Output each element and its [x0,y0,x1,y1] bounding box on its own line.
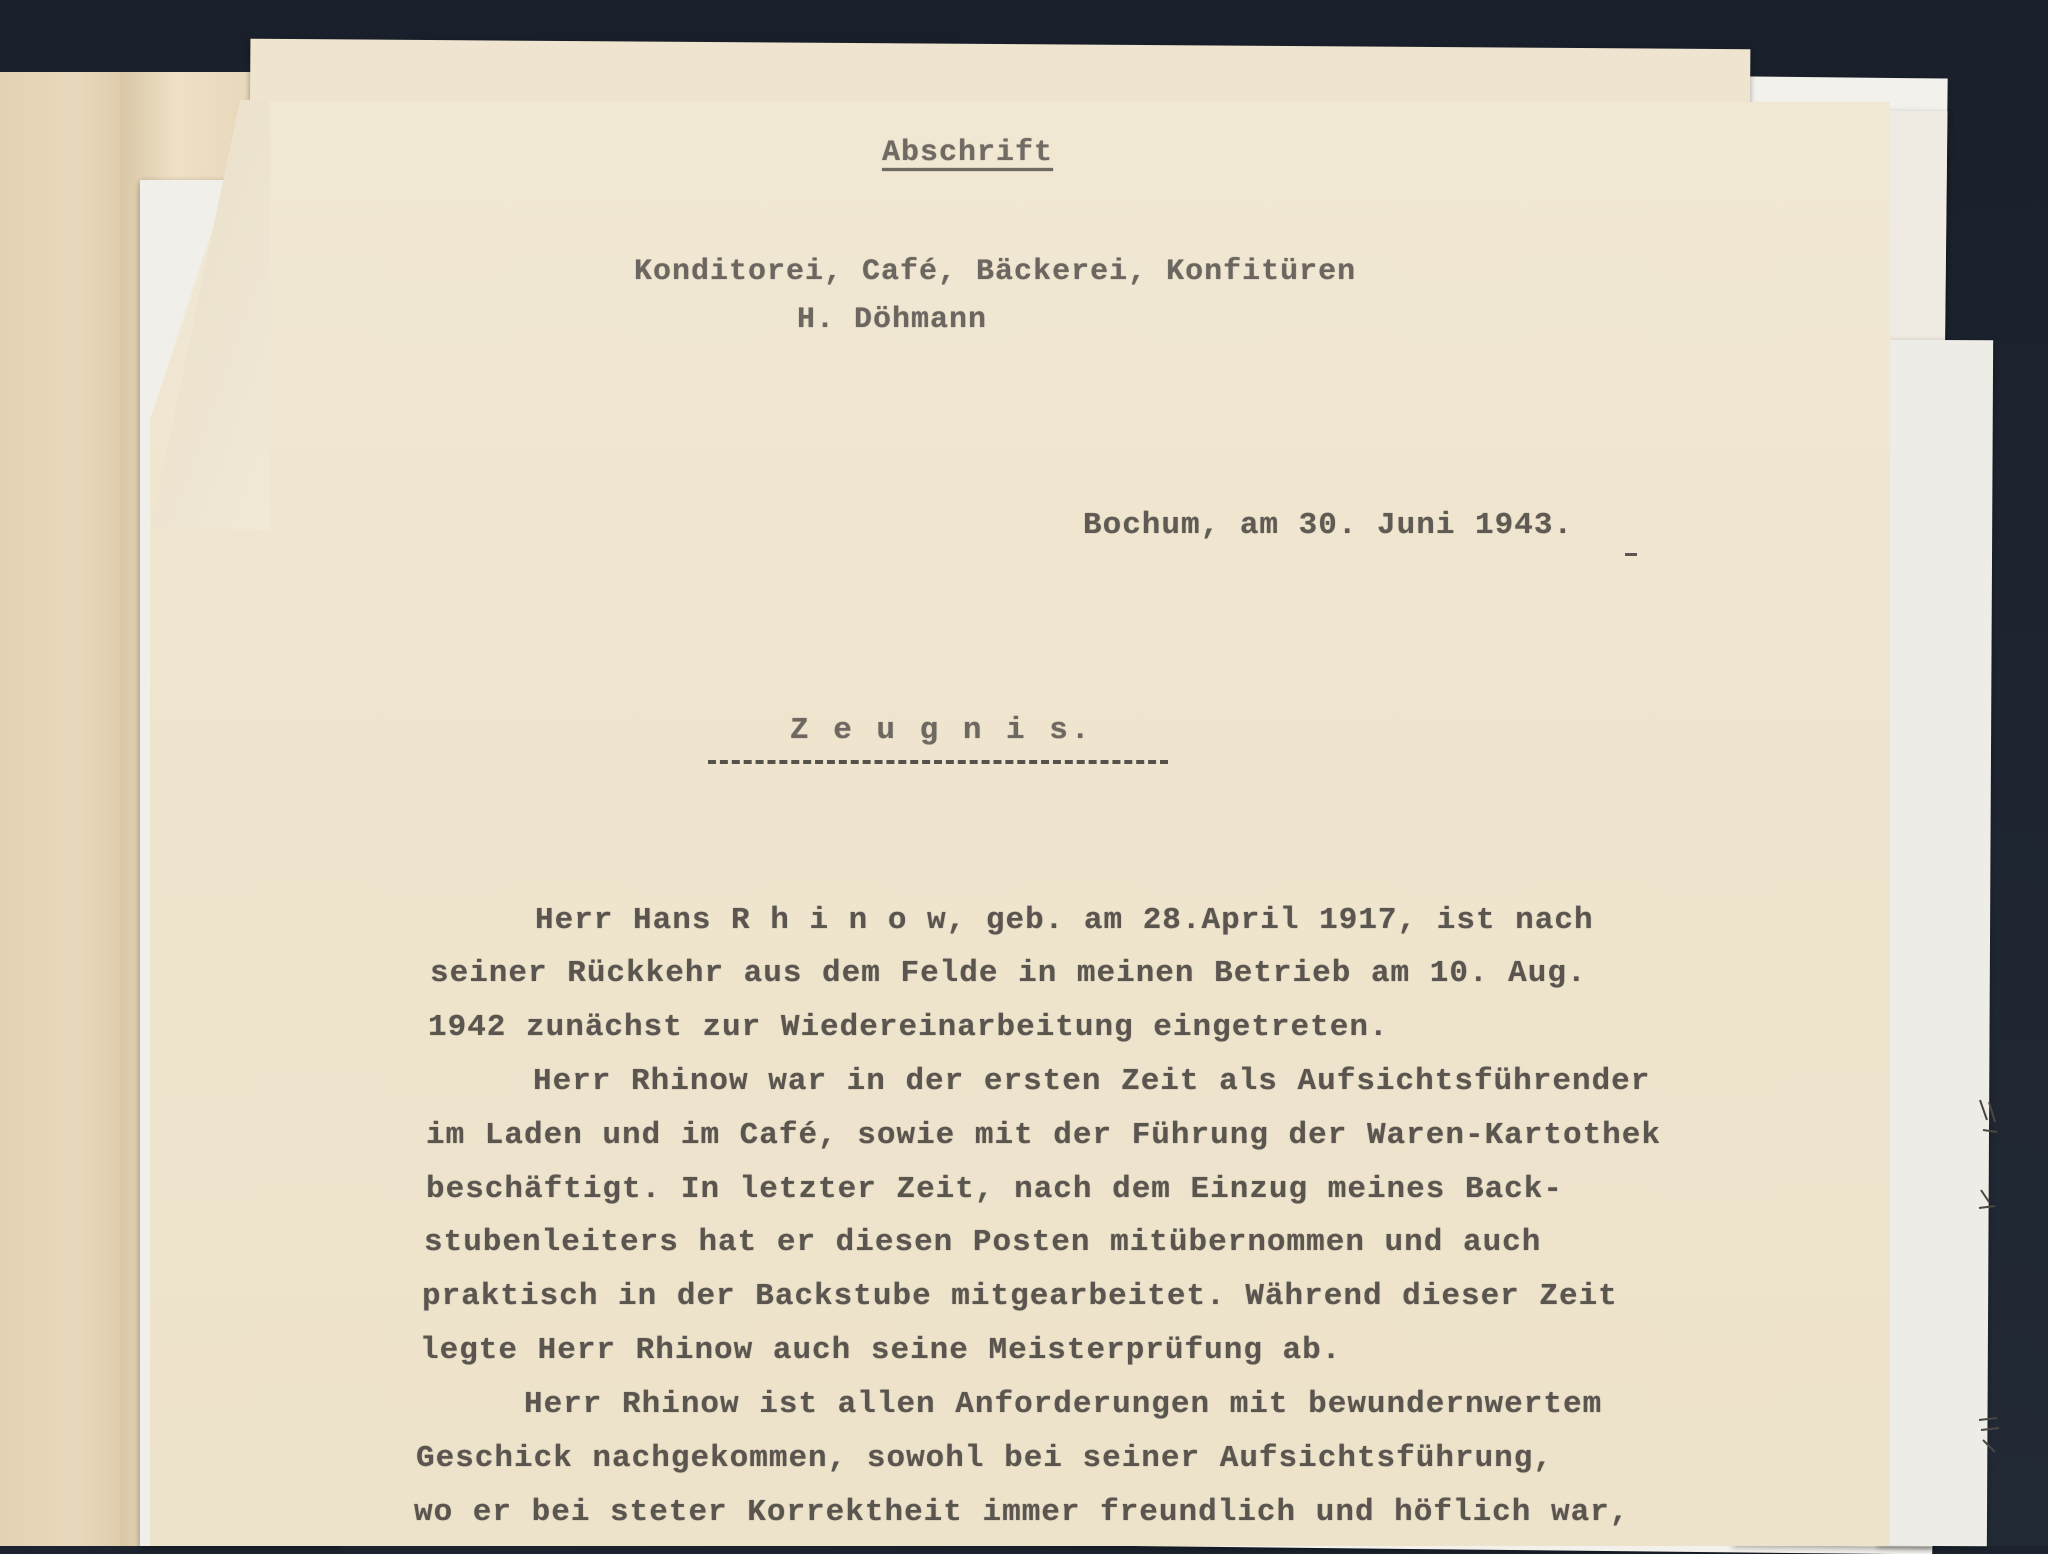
body-line-5: im Laden und im Café, sowie mit der Führung der Waren-Kartothek [426,1118,1661,1153]
body-line-1: Herr Hans R h i n o w, geb. am 28.April 1917, ist nach [535,903,1594,938]
body-line-2: seiner Rückkehr aus dem Felde in meinen Betrieb am 10. Aug. [430,956,1587,991]
body-line-12: wo er bei steter Korrektheit immer freundlich und höflich war, [414,1495,1630,1530]
body-line-10: Herr Rhinow ist allen Anforderungen mit bewundernwertem [524,1387,1603,1422]
body-line-9: legte Herr Rhinow auch seine Meisterprüfung ab. [420,1333,1342,1368]
certificate-title: Z e u g n i s. [790,713,1093,748]
body-line-3: 1942 zunächst zur Wiedereinarbeitung eingetreten. [428,1010,1389,1045]
owner-name: H. Döhmann [797,303,988,337]
body-line-6: beschäftigt. In letzter Zeit, nach dem Einzug meines Back- [426,1172,1563,1207]
title-underline [708,760,1168,764]
folder-cover [0,72,133,1546]
body-line-11: Geschick nachgekommen, sowohl bei seiner Aufsichtsführung, [416,1441,1553,1476]
body-line-7: stubenleiters hat er diesen Posten mitübernommen und auch [424,1225,1542,1260]
stray-ink-mark [1625,553,1637,556]
body-line-8: praktisch in der Backstube mitgearbeitet. Während dieser Zeit [422,1279,1618,1314]
document-page [150,102,1890,1546]
place-date: Bochum, am 30. Juni 1943. [1083,508,1574,543]
company-line: Konditorei, Café, Bäckerei, Konfitüren [634,255,1357,289]
edge-pencil-marks [1975,1090,2005,1470]
document-heading: Abschrift [882,136,1054,170]
body-line-4: Herr Rhinow war in der ersten Zeit als Aufsichtsführender [533,1064,1651,1099]
